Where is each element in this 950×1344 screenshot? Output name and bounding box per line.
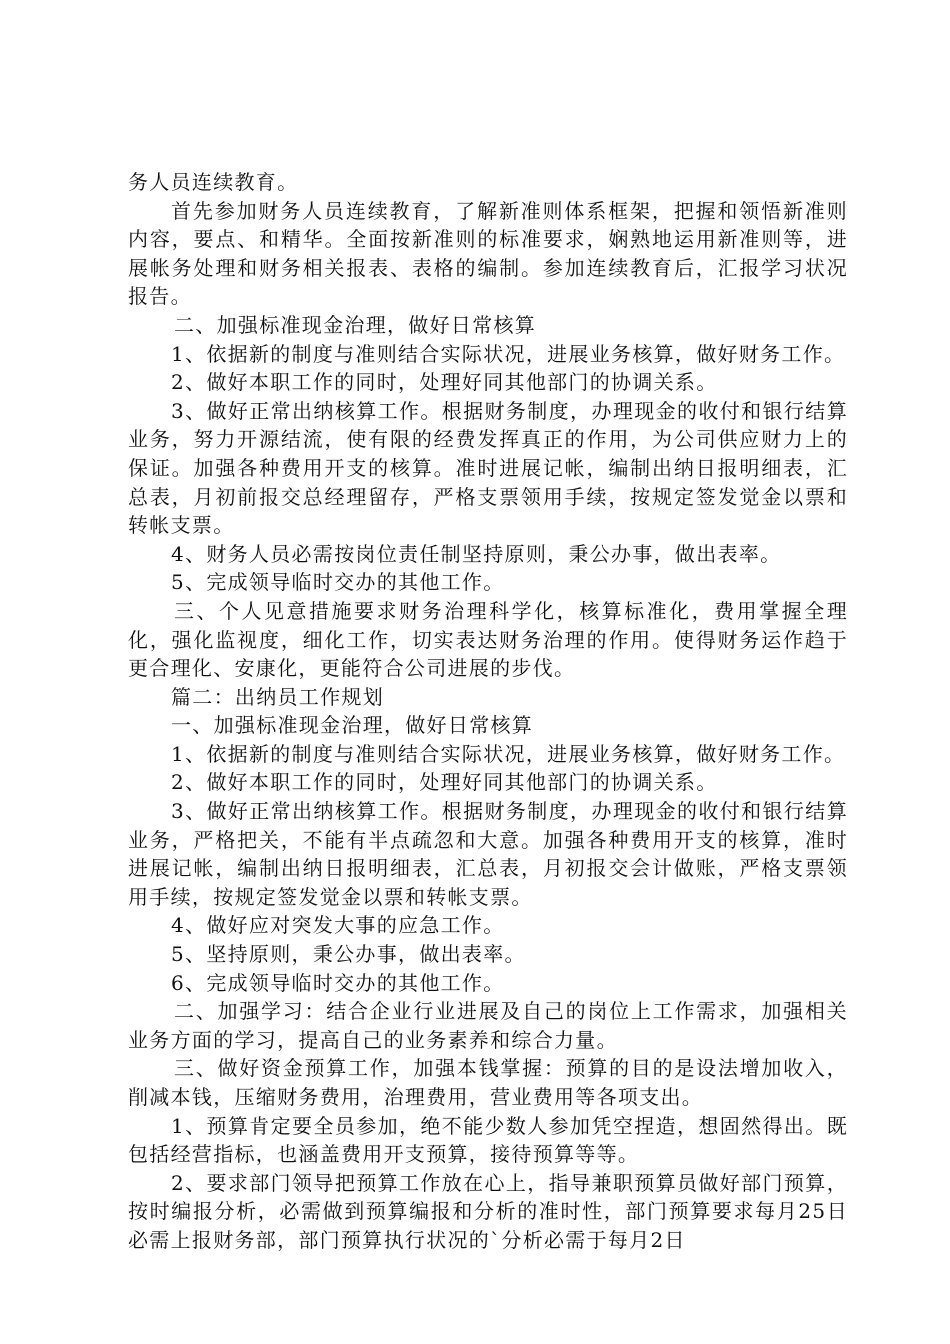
paragraph: 6、完成领导临时交办的其他工作。 [171, 970, 505, 995]
section-heading: 一、加强标准现金治理，做好日常核算 [171, 713, 534, 738]
paragraph: 务人员连续教育。 [128, 170, 299, 194]
paragraph: 三、个人见意措施要求财务治理科学化，核算标准化，费用掌握全理化，强化监视度，细化工作，切实表达财务治理的作用。使得财务运作趋于更合理化、安康化，更能符合公司进展的步伐。 [128, 598, 848, 681]
article-heading: 篇二：出纳员工作规划 [171, 684, 384, 709]
paragraph: 5、完成领导临时交办的其他工作。 [171, 570, 505, 595]
paragraph: 1、依据新的制度与准则结合实际状况，进展业务核算，做好财务工作。 [171, 741, 846, 766]
paragraph: 2、做好本职工作的同时，处理好同其他部门的协调关系。 [171, 370, 718, 395]
paragraph: 4、财务人员必需按岗位责任制坚持原则，秉公办事，做出表率。 [171, 541, 782, 566]
section-heading: 二、加强标准现金治理，做好日常核算 [174, 312, 537, 337]
paragraph: 2、做好本职工作的同时，处理好同其他部门的协调关系。 [171, 770, 718, 795]
paragraph: 4、做好应对突发大事的应急工作。 [171, 913, 505, 938]
document-body [128, 168, 848, 1255]
paragraph: 首先参加财务人员连续教育，了解新准则体系框架，把握和领悟新准则内容，要点、和精华。全面按新准则的标准要求，娴熟地运用新准则等，进展帐务处理和财务相关报表、表格的编制。参加连续教育后，汇报学习状况报告。 [128, 198, 848, 309]
section-heading: 三、做好资金预算工作，加强本钱掌握：预算的目的是设法增加收入，削减本钱，压缩财务费用，治理费用，营业费用等各项支出。 [128, 1056, 848, 1109]
paragraph: 1、预算肯定要全员参加，绝不能少数人参加凭空捏造，想固然得出。既包括经营指标，也涵盖费用开支预算，接待预算等等。 [128, 1113, 848, 1167]
paragraph: 1、依据新的制度与准则结合实际状况，进展业务核算，做好财务工作。 [171, 341, 846, 366]
paragraph: 2、要求部门领导把预算工作放在心上，指导兼职预算员做好部门预算，按时编报分析，必需做到预算编报和分析的准时性，部门预算要求每月25日必需上报财务部，部门预算执行状况的`分析必需于每月2日 [128, 1170, 848, 1252]
paragraph: 3、做好正常出纳核算工作。根据财务制度，办理现金的收付和银行结算业务，努力开源结流，使有限的经费发挥真正的作用，为公司供应财力上的保证。加强各种费用开支的核算。准时进展记帐，编制出纳日报明细表，汇总表，月初前报交总经理留存，严格支票领用手续，按规定签发觉金以票和转帐支票。 [128, 398, 848, 538]
paragraph: 3、做好正常出纳核算工作。根据财务制度，办理现金的收付和银行结算业务，严格把关，不能有半点疏忽和大意。加强各种费用开支的核算，准时进展记帐，编制出纳日报明细表，汇总表，月初报交会计做账，严格支票领用手续，按规定签发觉金以票和转帐支票。 [128, 799, 848, 909]
paragraph: 5、坚持原则，秉公办事，做出表率。 [171, 942, 526, 967]
section-heading: 二、加强学习：结合企业行业进展及自己的岗位上工作需求，加强相关业务方面的学习，提高自己的业务素养和综合力量。 [128, 999, 848, 1052]
